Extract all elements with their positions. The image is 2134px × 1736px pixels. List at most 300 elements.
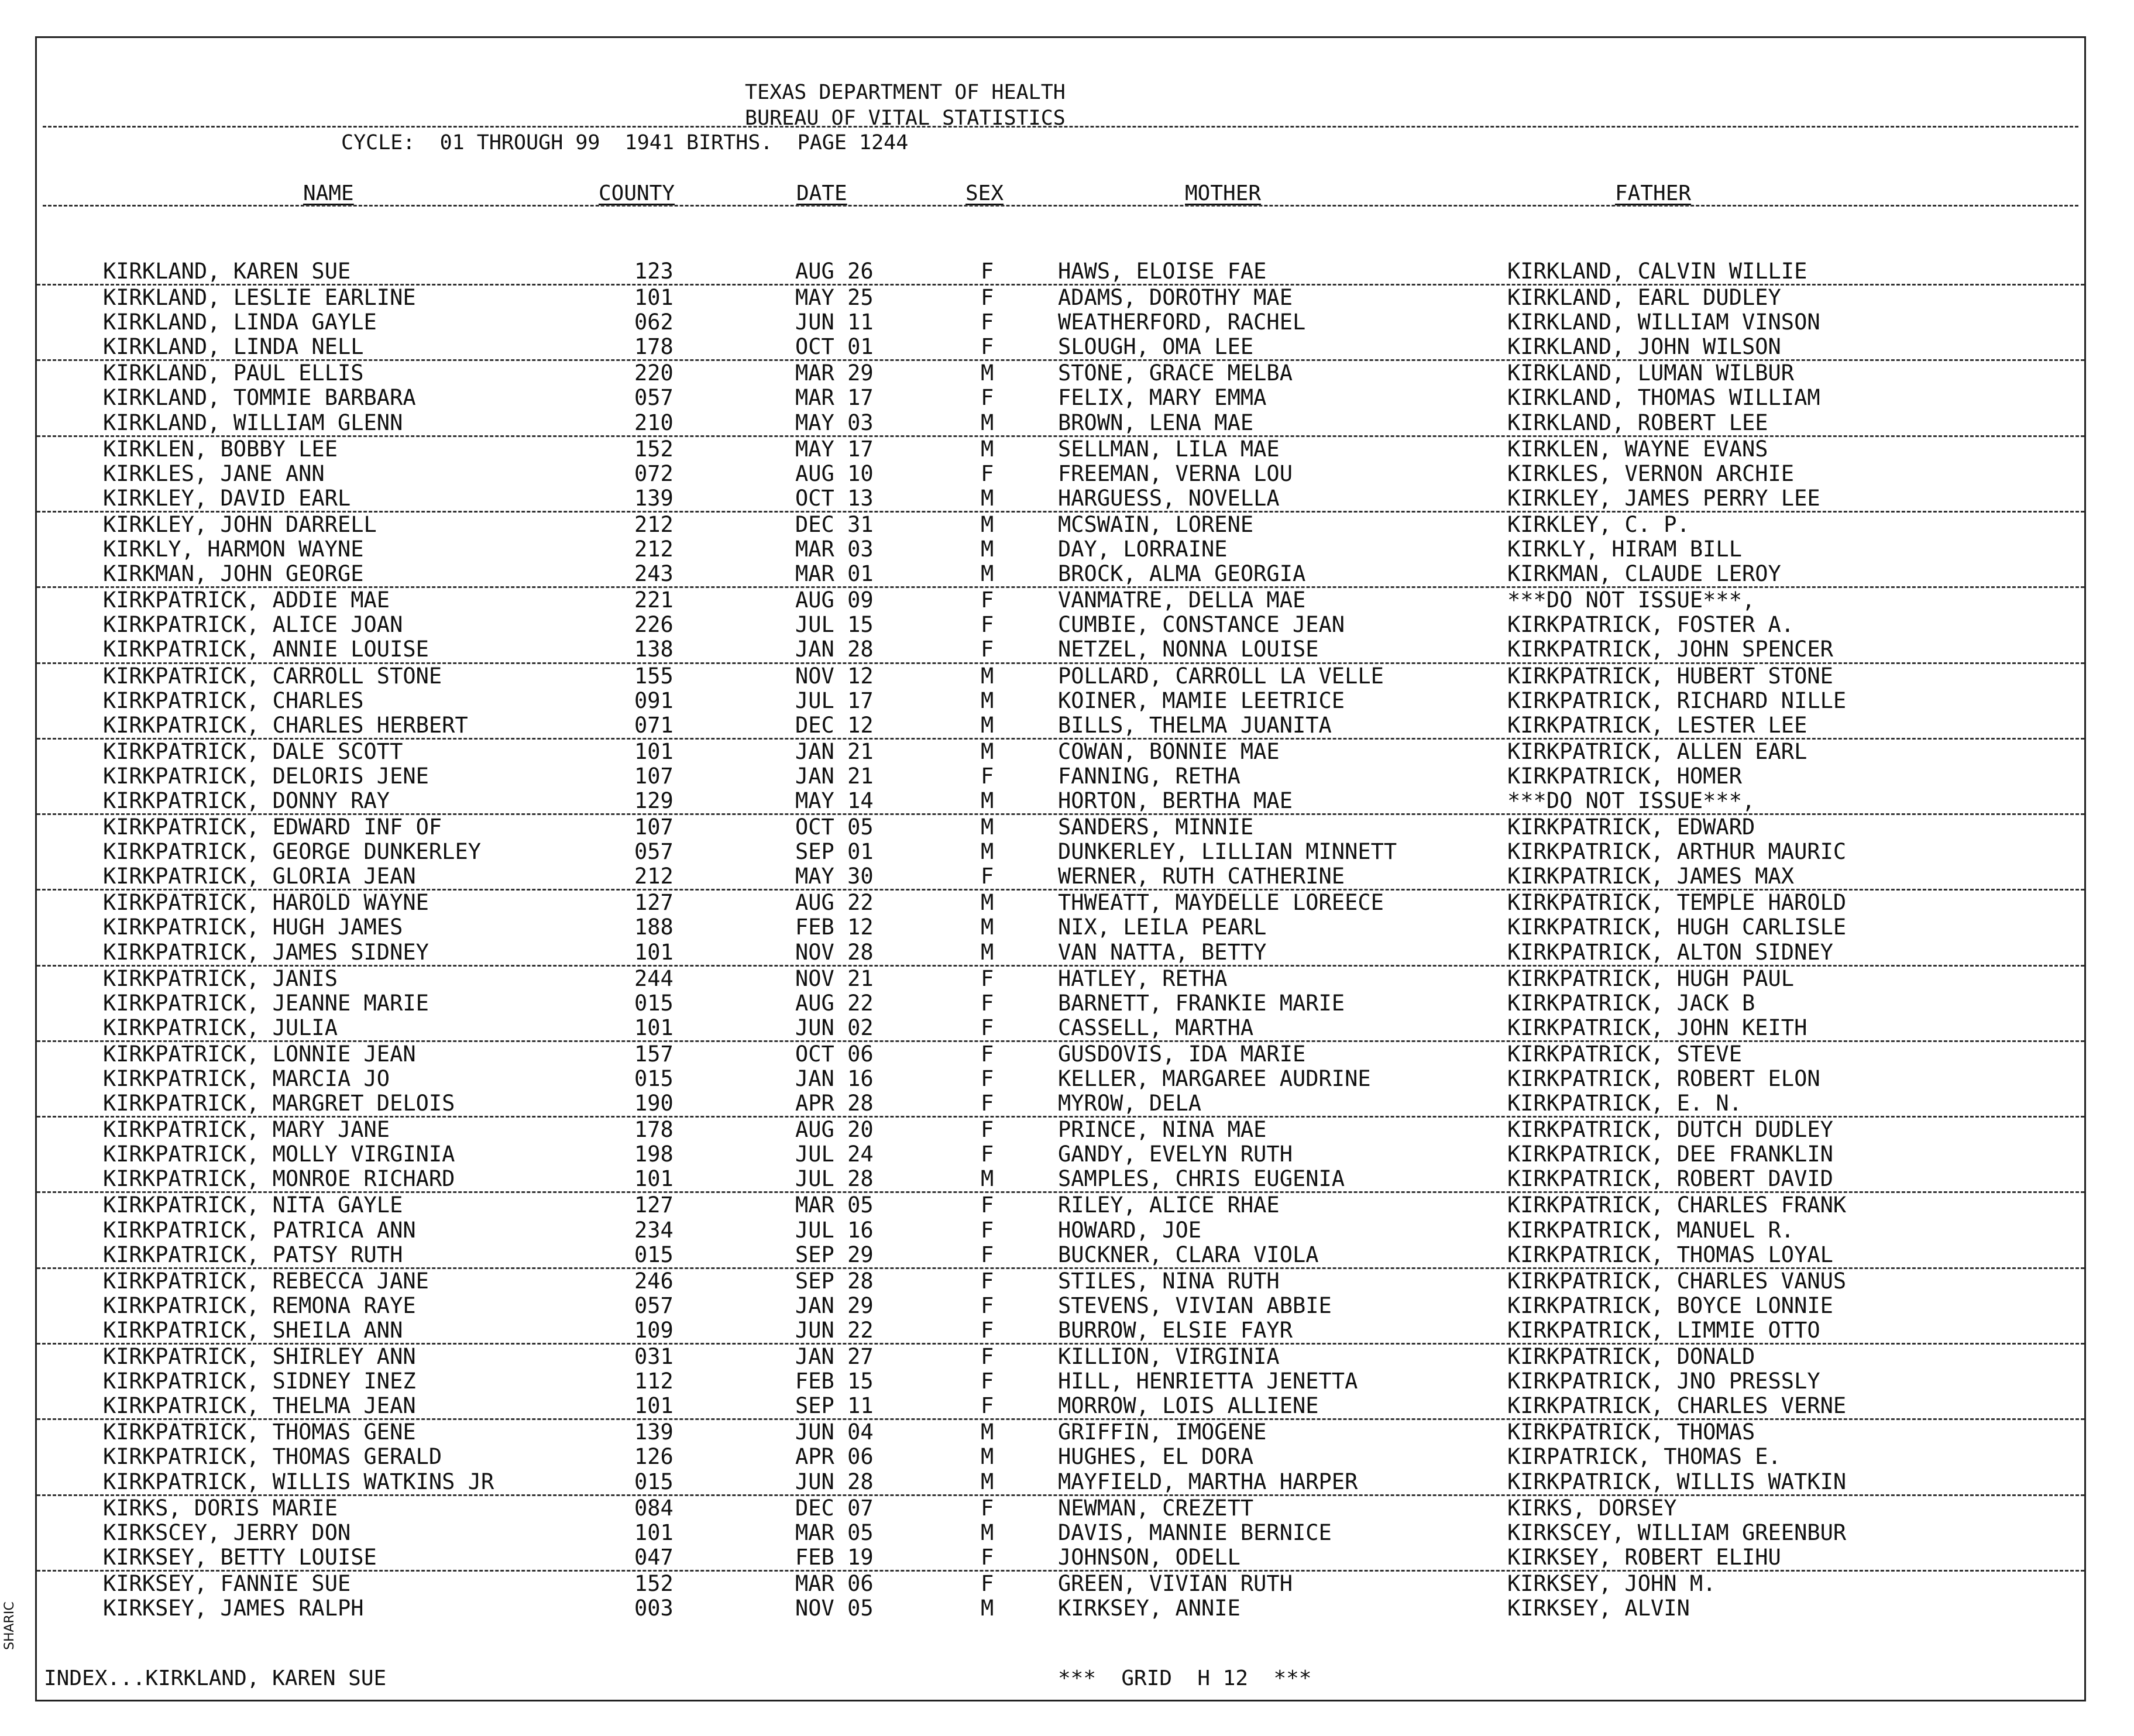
record-father: KIRKLEN, WAYNE EVANS [1507,436,1768,462]
record-mother: HILL, HENRIETTA JENETTA [1058,1369,1358,1394]
record-date: MAR 01 [795,561,874,587]
record-name: KIRKPATRICK, ADDIE MAE [103,587,390,613]
record-name: KIRKLAND, LINDA NELL [103,334,364,360]
record-father: KIRKPATRICK, ALTON SIDNEY [1507,939,1833,965]
record-row [37,1269,2084,1294]
header-rule-1 [43,126,2078,128]
record-name: KIRKPATRICK, SHEILA ANN [103,1317,403,1343]
record-father: ***DO NOT ISSUE***, [1507,587,1755,613]
record-mother: JOHNSON, ODELL [1058,1544,1240,1570]
record-date: JUN 11 [795,310,874,335]
record-date: MAR 05 [795,1192,874,1218]
record-father: KIRKPATRICK, LESTER LEE [1507,712,1807,738]
record-sex: M [981,1444,994,1470]
record-sex: M [981,939,994,965]
record-row [37,740,2084,764]
record-date: JAN 28 [795,637,874,662]
record-county: 155 [634,663,673,689]
record-sex: M [981,788,994,813]
record-county: 244 [634,965,673,991]
record-name: KIRKPATRICK, THOMAS GENE [103,1419,416,1445]
record-date: AUG 20 [795,1117,874,1143]
record-father: KIRKLAND, LUMAN WILBUR [1507,360,1795,386]
record-name: KIRKLAND, TOMMIE BARBARA [103,385,416,411]
record-county: 234 [634,1217,673,1243]
record-father: KIRKLAND, THOMAS WILLIAM [1507,385,1820,411]
record-sex: F [981,460,994,486]
record-row [37,815,2084,840]
record-name: KIRKLY, HARMON WAYNE [103,537,364,562]
record-date: FEB 19 [795,1544,874,1570]
record-mother: NETZEL, NONNA LOUISE [1058,637,1319,662]
record-mother: DUNKERLEY, LILLIAN MINNETT [1058,839,1397,865]
record-name: KIRKPATRICK, JAMES SIDNEY [103,939,429,965]
record-sex: M [981,511,994,537]
record-date: NOV 12 [795,663,874,689]
record-father: KIRKPATRICK, LIMMIE OTTO [1507,1317,1820,1343]
record-county: 015 [634,1242,673,1267]
record-row [37,462,2084,486]
record-father: KIRKSEY, ROBERT ELIHU [1507,1544,1781,1570]
record-row [37,361,2084,386]
record-date: OCT 06 [795,1041,874,1067]
record-sex: F [981,285,994,311]
record-name: KIRKPATRICK, DONNY RAY [103,788,390,813]
record-mother: STONE, GRACE MELBA [1058,360,1293,386]
record-name: KIRKPATRICK, SHIRLEY ANN [103,1344,416,1370]
record-sex: F [981,1142,994,1167]
record-county: 123 [634,259,673,284]
record-sex: F [981,1393,994,1419]
record-sex: M [981,436,994,462]
record-county: 139 [634,485,673,511]
record-sex: M [981,1520,994,1545]
record-row [37,1167,2084,1193]
column-header-sex: SEX [965,181,1004,205]
record-county: 109 [634,1317,673,1343]
record-county: 084 [634,1495,673,1521]
record-father: KIRKPATRICK, RICHARD NILLE [1507,687,1847,713]
record-row [37,891,2084,915]
record-mother: KOINER, MAMIE LEETRICE [1058,687,1345,713]
record-sex: F [981,587,994,613]
record-row [37,940,2084,967]
record-county: 212 [634,537,673,562]
record-sex: F [981,259,994,284]
record-mother: SLOUGH, OMA LEE [1058,334,1254,360]
record-name: KIRKPATRICK, THOMAS GERALD [103,1444,442,1470]
record-sex: M [981,485,994,511]
record-row [37,664,2084,689]
record-name: KIRKSEY, BETTY LOUISE [103,1544,377,1570]
record-father: KIRKPATRICK, JACK B [1507,990,1755,1016]
record-county: 107 [634,763,673,789]
record-date: NOV 05 [795,1595,874,1621]
record-row [37,513,2084,537]
record-county: 101 [634,939,673,965]
record-row [37,1318,2084,1345]
record-name: KIRKPATRICK, PATSY RUTH [103,1242,403,1267]
record-row [37,915,2084,940]
record-mother: SELLMAN, LILA MAE [1058,436,1280,462]
record-name: KIRKPATRICK, CHARLES [103,687,364,713]
record-county: 127 [634,890,673,916]
record-county: 031 [634,1344,673,1370]
record-county: 246 [634,1268,673,1294]
record-date: DEC 31 [795,511,874,537]
record-county: 072 [634,460,673,486]
record-sex: F [981,385,994,411]
record-father: KIRKPATRICK, JOHN KEITH [1507,1015,1807,1040]
record-date: OCT 01 [795,334,874,360]
record-county: 127 [634,1192,673,1218]
record-name: KIRKPATRICK, SIDNEY INEZ [103,1369,416,1394]
record-mother: SAMPLES, CHRIS EUGENIA [1058,1166,1345,1192]
record-father: KIRKPATRICK, HUGH CARLISLE [1507,915,1847,940]
record-father: KIRKPATRICK, THOMAS LOYAL [1507,1242,1833,1267]
record-name: KIRKSCEY, JERRY DON [103,1520,351,1545]
record-mother: HUGHES, EL DORA [1058,1444,1254,1470]
record-row [37,1369,2084,1394]
record-father: KIRKPATRICK, JNO PRESSLY [1507,1369,1820,1394]
record-date: MAY 30 [795,864,874,889]
record-date: JAN 21 [795,763,874,789]
record-mother: BROWN, LENA MAE [1058,410,1254,435]
record-row [37,991,2084,1016]
record-date: AUG 22 [795,890,874,916]
record-sex: F [981,1041,994,1067]
record-sex: F [981,990,994,1016]
record-row [37,1218,2084,1243]
record-name: KIRKPATRICK, CHARLES HERBERT [103,712,468,738]
record-county: 139 [634,1419,673,1445]
record-row [37,1445,2084,1469]
column-header-father: FATHER [1615,181,1692,205]
record-county: 221 [634,587,673,613]
record-name: KIRKPATRICK, THELMA JEAN [103,1393,416,1419]
record-row [37,840,2084,864]
record-father: KIRKPATRICK, ALLEN EARL [1507,738,1807,764]
record-mother: MYROW, DELA [1058,1091,1202,1116]
record-county: 226 [634,612,673,638]
record-county: 015 [634,1469,673,1494]
record-row [37,1545,2084,1572]
record-father: KIRKPATRICK, WILLIS WATKIN [1507,1469,1847,1494]
record-name: KIRKPATRICK, REBECCA JANE [103,1268,429,1294]
record-mother: SANDERS, MINNIE [1058,814,1254,840]
record-name: KIRKLAND, LESLIE EARLINE [103,285,416,311]
record-county: 101 [634,1166,673,1192]
record-sex: F [981,1217,994,1243]
record-date: AUG 10 [795,460,874,486]
record-father: KIRKPATRICK, THOMAS [1507,1419,1755,1445]
record-date: JAN 29 [795,1292,874,1318]
record-mother: VAN NATTA, BETTY [1058,939,1267,965]
record-date: APR 06 [795,1444,874,1470]
record-date: JUL 24 [795,1142,874,1167]
record-county: 112 [634,1369,673,1394]
record-date: MAY 03 [795,410,874,435]
record-name: KIRKPATRICK, ANNIE LOUISE [103,637,429,662]
record-father: KIRKPATRICK, JAMES MAX [1507,864,1795,889]
record-row [37,613,2084,637]
record-county: 157 [634,1041,673,1067]
record-row [37,1420,2084,1445]
record-sex: F [981,763,994,789]
record-row [37,335,2084,361]
record-row [37,789,2084,815]
record-sex: M [981,814,994,840]
grid-reference: *** GRID H 12 *** [1058,1666,1312,1690]
record-father: KIRKLAND, EARL DUDLEY [1507,285,1781,311]
record-mother: VANMATRE, DELLA MAE [1058,587,1306,613]
record-county: 015 [634,990,673,1016]
record-date: MAR 06 [795,1570,874,1596]
record-date: FEB 12 [795,915,874,940]
cycle-line: CYCLE: 01 THROUGH 99 1941 BIRTHS. PAGE 1244 [341,131,909,154]
record-county: 138 [634,637,673,662]
record-mother: BURROW, ELSIE FAYR [1058,1317,1293,1343]
record-mother: CASSELL, MARTHA [1058,1015,1254,1040]
record-date: MAR 05 [795,1520,874,1545]
record-row [37,537,2084,562]
record-row [37,486,2084,513]
record-sex: M [981,839,994,865]
record-sex: F [981,1570,994,1596]
record-county: 212 [634,511,673,537]
record-name: KIRKLEY, JOHN DARRELL [103,511,377,537]
record-mother: BROCK, ALMA GEORGIA [1058,561,1306,587]
record-mother: KIRKSEY, ANNIE [1058,1595,1240,1621]
record-name: KIRKPATRICK, EDWARD INF OF [103,814,442,840]
record-father: KIRKLAND, JOHN WILSON [1507,334,1781,360]
record-sex: F [981,1292,994,1318]
record-row [37,1118,2084,1142]
record-row [37,1243,2084,1269]
record-father: KIRKPATRICK, JOHN SPENCER [1507,637,1833,662]
record-mother: HARGUESS, NOVELLA [1058,485,1280,511]
record-row [37,1470,2084,1496]
record-name: KIRKPATRICK, LONNIE JEAN [103,1041,416,1067]
record-row [37,286,2084,310]
record-sex: M [981,915,994,940]
record-mother: KILLION, VIRGINIA [1058,1344,1280,1370]
record-name: KIRKPATRICK, WILLIS WATKINS JR [103,1469,494,1494]
record-row [37,411,2084,437]
record-sex: F [981,965,994,991]
bureau-subtitle: BUREAU OF VITAL STATISTICS [745,106,1066,130]
record-county: 057 [634,839,673,865]
record-name: KIRKLAND, PAUL ELLIS [103,360,364,386]
record-name: KIRKPATRICK, DELORIS JENE [103,763,429,789]
record-county: 057 [634,385,673,411]
record-name: KIRKPATRICK, HAROLD WAYNE [103,890,429,916]
record-name: KIRKPATRICK, JANIS [103,965,338,991]
record-date: SEP 11 [795,1393,874,1419]
record-mother: BARNETT, FRANKIE MARIE [1058,990,1345,1016]
record-sex: F [981,1242,994,1267]
record-name: KIRKPATRICK, MARCIA JO [103,1066,390,1091]
record-sex: F [981,1369,994,1394]
record-name: KIRKPATRICK, REMONA RAYE [103,1292,416,1318]
header-rule-2 [43,205,2078,207]
record-county: 101 [634,738,673,764]
record-mother: WEATHERFORD, RACHEL [1058,310,1306,335]
record-date: DEC 12 [795,712,874,738]
record-row [37,1596,2084,1621]
record-date: OCT 13 [795,485,874,511]
record-county: 047 [634,1544,673,1570]
record-father: KIRKPATRICK, ROBERT DAVID [1507,1166,1833,1192]
record-name: KIRKPATRICK, DALE SCOTT [103,738,403,764]
record-sex: F [981,1344,994,1370]
record-father: KIRKPATRICK, FOSTER A. [1507,612,1795,638]
record-name: KIRKPATRICK, CARROLL STONE [103,663,442,689]
record-row [37,1193,2084,1218]
record-sex: M [981,890,994,916]
record-date: AUG 26 [795,259,874,284]
record-date: SEP 28 [795,1268,874,1294]
record-name: KIRKPATRICK, GEORGE DUNKERLEY [103,839,482,865]
record-row [37,967,2084,991]
record-father: KIRKPATRICK, ROBERT ELON [1507,1066,1820,1091]
record-mother: ADAMS, DOROTHY MAE [1058,285,1293,311]
record-mother: GRIFFIN, IMOGENE [1058,1419,1267,1445]
record-father: KIRKLAND, CALVIN WILLIE [1507,259,1807,284]
record-sex: M [981,1419,994,1445]
record-row [37,588,2084,613]
record-county: 071 [634,712,673,738]
record-name: KIRKPATRICK, MARY JANE [103,1117,390,1143]
record-date: AUG 22 [795,990,874,1016]
record-name: KIRKLEN, BOBBY LEE [103,436,338,462]
record-father: KIRKSEY, ALVIN [1507,1595,1690,1621]
record-sex: M [981,410,994,435]
record-name: KIRKPATRICK, HUGH JAMES [103,915,403,940]
record-mother: STEVENS, VIVIAN ABBIE [1058,1292,1332,1318]
record-county: 188 [634,915,673,940]
record-county: 220 [634,360,673,386]
record-name: KIRKPATRICK, MONROE RICHARD [103,1166,455,1192]
record-father: KIRKPATRICK, E. N. [1507,1091,1742,1116]
record-father: KIRKS, DORSEY [1507,1495,1677,1521]
record-county: 212 [634,864,673,889]
record-father: KIRKMAN, CLAUDE LEROY [1507,561,1781,587]
record-mother: RILEY, ALICE RHAE [1058,1192,1280,1218]
record-mother: STILES, NINA RUTH [1058,1268,1280,1294]
record-name: KIRKPATRICK, MOLLY VIRGINIA [103,1142,455,1167]
record-date: OCT 05 [795,814,874,840]
record-father: KIRKPATRICK, CHARLES FRANK [1507,1192,1847,1218]
record-father: KIRKPATRICK, BOYCE LONNIE [1507,1292,1833,1318]
record-name: KIRKPATRICK, ALICE JOAN [103,612,403,638]
record-county: 003 [634,1595,673,1621]
record-date: MAY 25 [795,285,874,311]
record-row [37,1294,2084,1318]
record-sex: M [981,712,994,738]
record-date: APR 28 [795,1091,874,1116]
record-county: 243 [634,561,673,587]
record-father: KIRKPATRICK, DUTCH DUDLEY [1507,1117,1833,1143]
record-sex: F [981,1495,994,1521]
record-county: 062 [634,310,673,335]
record-mother: DAVIS, MANNIE BERNICE [1058,1520,1332,1545]
record-date: JUN 02 [795,1015,874,1040]
record-county: 198 [634,1142,673,1167]
record-name: KIRKLAND, KAREN SUE [103,259,351,284]
record-row [37,1496,2084,1521]
record-father: KIRKPATRICK, DEE FRANKLIN [1507,1142,1833,1167]
record-row [37,1067,2084,1091]
record-father: KIRKPATRICK, ARTHUR MAURIC [1507,839,1847,865]
record-county: 057 [634,1292,673,1318]
record-date: AUG 09 [795,587,874,613]
record-row [37,764,2084,789]
record-mother: FREEMAN, VERNA LOU [1058,460,1293,486]
record-sex: F [981,1015,994,1040]
record-name: KIRKPATRICK, MARGRET DELOIS [103,1091,455,1116]
record-date: JUN 22 [795,1317,874,1343]
record-row [37,1394,2084,1420]
record-name: KIRKSEY, JAMES RALPH [103,1595,364,1621]
record-father: KIRKPATRICK, MANUEL R. [1507,1217,1795,1243]
record-name: KIRKLES, JANE ANN [103,460,325,486]
record-date: JAN 16 [795,1066,874,1091]
record-date: JUL 16 [795,1217,874,1243]
record-sex: M [981,738,994,764]
record-mother: POLLARD, CARROLL LA VELLE [1058,663,1384,689]
record-mother: KELLER, MARGAREE AUDRINE [1058,1066,1371,1091]
record-sex: F [981,310,994,335]
record-mother: GREEN, VIVIAN RUTH [1058,1570,1293,1596]
record-father: KIRKSCEY, WILLIAM GREENBUR [1507,1520,1847,1545]
record-name: KIRKPATRICK, JEANNE MARIE [103,990,429,1016]
record-sex: F [981,1317,994,1343]
record-date: NOV 21 [795,965,874,991]
record-father: KIRKPATRICK, TEMPLE HAROLD [1507,890,1847,916]
record-county: 178 [634,334,673,360]
records-list [37,259,2084,1621]
record-county: 190 [634,1091,673,1116]
record-sex: F [981,334,994,360]
record-mother: NEWMAN, CREZETT [1058,1495,1254,1521]
record-name: KIRKS, DORIS MARIE [103,1495,338,1521]
record-father: KIRKLES, VERNON ARCHIE [1507,460,1795,486]
record-father: KIRKLAND, WILLIAM VINSON [1507,310,1820,335]
record-father: KIRKPATRICK, EDWARD [1507,814,1755,840]
record-row [37,1091,2084,1118]
department-title: TEXAS DEPARTMENT OF HEALTH [745,81,1066,104]
record-county: 091 [634,687,673,713]
record-row [37,1042,2084,1067]
record-row [37,310,2084,335]
record-name: KIRKLEY, DAVID EARL [103,485,351,511]
record-mother: COWAN, BONNIE MAE [1058,738,1280,764]
record-sex: M [981,1166,994,1192]
record-row [37,1521,2084,1545]
record-date: JUL 15 [795,612,874,638]
record-sex: F [981,1091,994,1116]
record-mother: DAY, LORRAINE [1058,537,1228,562]
record-date: JUL 28 [795,1166,874,1192]
record-county: 101 [634,1393,673,1419]
record-row [37,864,2084,891]
record-county: 015 [634,1066,673,1091]
column-header-mother: MOTHER [1185,181,1262,205]
record-county: 129 [634,788,673,813]
record-father: KIRKPATRICK, CHARLES VERNE [1507,1393,1847,1419]
record-date: JUL 17 [795,687,874,713]
